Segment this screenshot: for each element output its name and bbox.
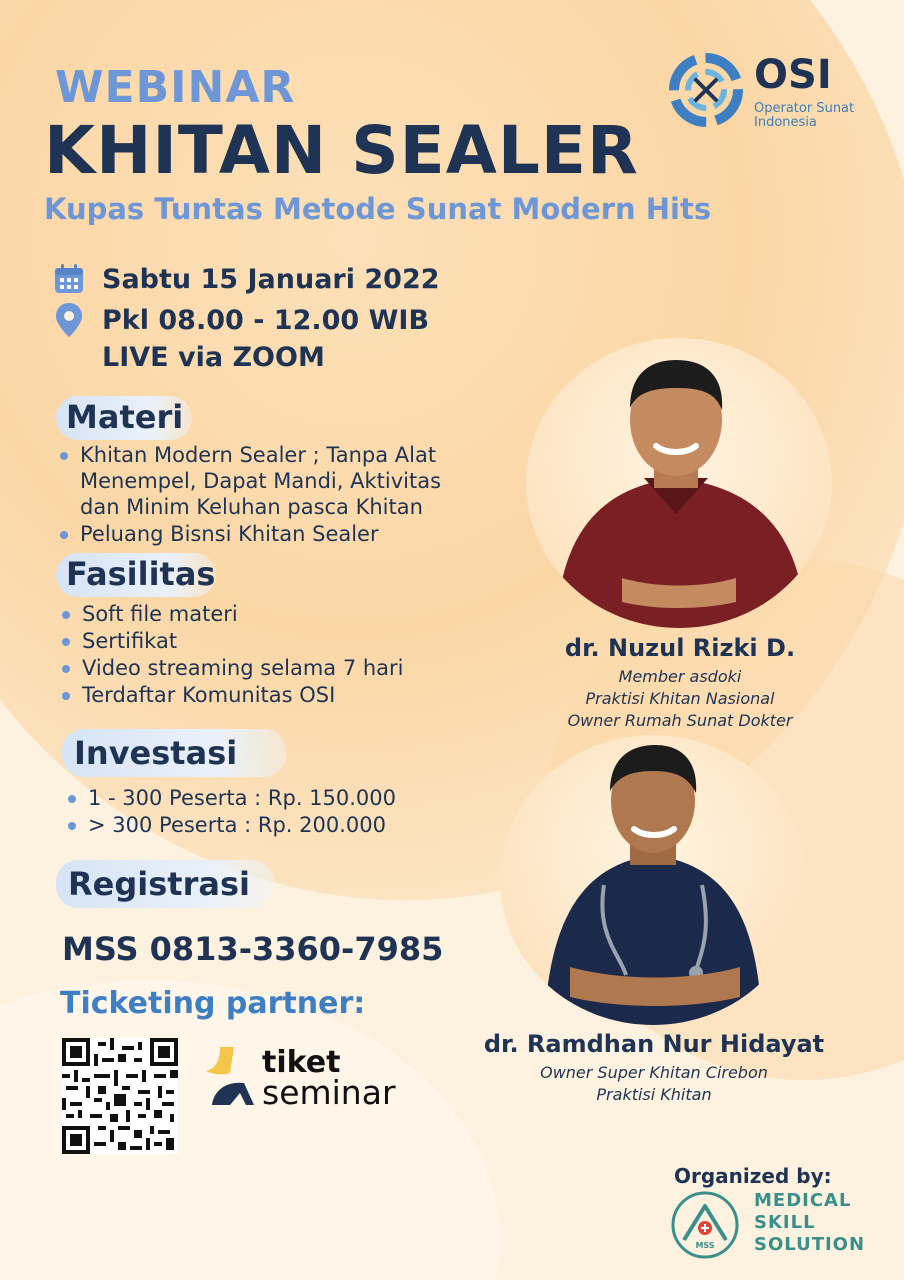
registrasi-heading-pill (56, 860, 274, 908)
registration-contact: MSS 0813-3360-7985 (62, 930, 444, 968)
webinar-kicker: WEBINAR (55, 62, 296, 113)
event-venue-row (102, 342, 325, 373)
investasi-heading: Investasi (74, 734, 238, 772)
page-subtitle: Kupas Tuntas Metode Sunat Modern Hits (44, 192, 712, 226)
event-time: Pkl 08.00 - 12.00 WIB (102, 304, 430, 336)
materi-list (56, 442, 476, 548)
fasilitas-heading: Fasilitas (66, 555, 216, 593)
osi-logo (668, 52, 868, 132)
list-item: Terdaftar Komunitas OSI (58, 682, 478, 708)
tiket-seminar-icon (200, 1045, 260, 1109)
fasilitas-heading-pill (56, 553, 216, 597)
mss-logo-icon (670, 1190, 740, 1260)
mss-line3: SOLUTION (754, 1234, 866, 1255)
materi-heading-pill (56, 396, 192, 440)
osi-logo-tagline (754, 102, 854, 130)
osi-tagline-line1: Operator Sunat (754, 101, 855, 116)
speaker-role: Member asdoki (618, 667, 742, 686)
ticketing-label: Ticketing partner: (60, 986, 366, 1021)
list-item: Sertifikat (58, 628, 478, 654)
speaker-name: dr. Nuzul Rizki D. (564, 634, 796, 662)
tiket-seminar-line1: tiket (262, 1045, 341, 1080)
speaker-roles (454, 1062, 854, 1106)
investasi-heading-pill (62, 729, 286, 777)
list-item: Soft file materi (58, 601, 478, 627)
speaker-roles (520, 666, 840, 732)
mss-logo (670, 1190, 870, 1260)
speaker-portrait-icon (500, 735, 806, 1025)
event-date: Sabtu 15 Januari 2022 (102, 263, 440, 295)
speaker-role: Owner Rumah Sunat Dokter (567, 711, 793, 730)
osi-logo-name: OSI (754, 52, 832, 98)
osi-logo-icon (668, 52, 744, 128)
mss-logo-text (754, 1190, 865, 1256)
page-title: KHITAN SEALER (44, 112, 639, 189)
list-item: Peluang Bisnsi Khitan Sealer (56, 521, 476, 547)
event-time-row (52, 303, 429, 337)
speaker-name: dr. Ramdhan Nur Hidayat (483, 1030, 825, 1058)
speaker-portrait-icon (526, 338, 832, 628)
list-item: Video streaming selama 7 hari (58, 655, 478, 681)
speaker-photo (500, 735, 806, 1025)
calendar-icon (52, 262, 86, 296)
speaker-role: Owner Super Khitan Cirebon (540, 1063, 768, 1082)
fasilitas-list (58, 601, 478, 709)
speaker-photo (526, 338, 832, 628)
mss-badge-text: MSS (695, 1241, 715, 1250)
mss-line2: SKILL (754, 1212, 816, 1233)
tiket-seminar-line2: seminar (262, 1073, 396, 1112)
list-item: 1 - 300 Peserta : Rp. 150.000 (64, 785, 464, 811)
event-venue: LIVE via ZOOM (102, 342, 325, 373)
investasi-list (64, 785, 464, 839)
mss-line1: MEDICAL (754, 1190, 852, 1211)
organizer-label: Organized by: (674, 1164, 832, 1188)
list-item: > 300 Peserta : Rp. 200.000 (64, 812, 464, 838)
speaker-role: Praktisi Khitan (596, 1085, 712, 1104)
location-pin-icon (52, 303, 86, 337)
event-date-row (52, 262, 440, 296)
tiket-seminar-logo (200, 1045, 400, 1115)
list-item: Khitan Modern Sealer ; Tanpa Alat Menempel, Dapat Mandi, Aktivitas dan Minim Keluhan pasca Khitan (56, 442, 476, 520)
materi-heading: Materi (66, 398, 184, 436)
osi-tagline-line2: Indonesia (754, 115, 817, 130)
registrasi-heading: Registrasi (68, 865, 250, 903)
qr-code[interactable] (62, 1037, 178, 1155)
speaker-role: Praktisi Khitan Nasional (585, 689, 775, 708)
